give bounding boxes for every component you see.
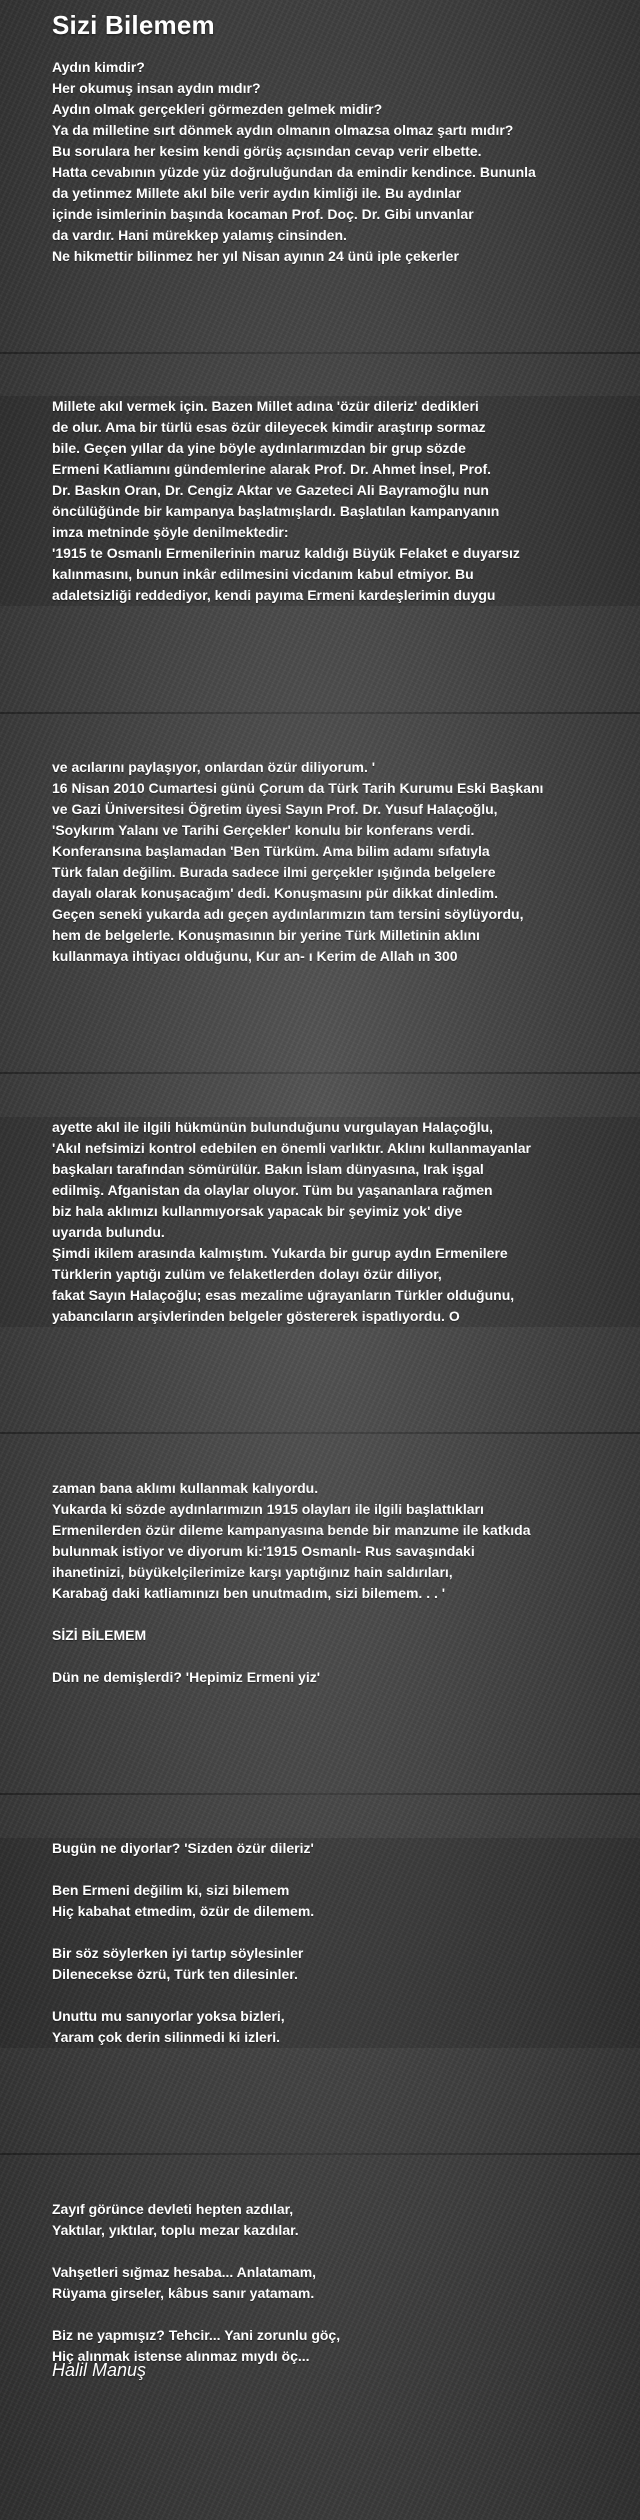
section-divider xyxy=(0,1072,640,1074)
blank-line xyxy=(52,2241,640,2262)
text-line: başkaları tarafından sömürülür. Bakın İslam dünyasına, Irak işgal xyxy=(52,1161,484,1177)
text-line: Zayıf görünce devleti hepten azdılar, xyxy=(52,2201,294,2217)
section-divider xyxy=(0,1793,640,1795)
text-line: Türklerin yaptığı zulüm ve felaketlerden dolayı özür diliyor, xyxy=(52,1266,442,1282)
text-section-6 xyxy=(0,1838,640,2048)
text-line: Bu sorulara her kesim kendi görüş açısından cevap verir elbette. xyxy=(52,143,482,159)
text-line: adaletsizliği reddediyor, kendi payıma Ermeni kardeşlerimin duygu xyxy=(52,587,496,603)
text-line: bulunmak istiyor ve diyorum ki:'1915 Osmanlı- Rus savaşındaki xyxy=(52,1543,475,1559)
text-line: hem de belgelerle. Konuşmasının bir yerine Türk Milletinin aklını xyxy=(52,927,480,943)
text-section-1 xyxy=(0,57,640,267)
blank-line xyxy=(52,1985,640,2006)
text-line: da vardır. Hani mürekkep yalamış cinsinden. xyxy=(52,227,347,243)
text-line: kullanmaya ihtiyacı olduğunu, Kur an- ı Kerim de Allah ın 300 xyxy=(52,948,458,964)
text-line: Aydın kimdir? xyxy=(52,59,145,75)
text-line: biz hala aklımızı kullanmıyorsak yapacak bir şeyimiz yok' diye xyxy=(52,1203,463,1219)
blank-line xyxy=(52,1604,640,1625)
text-line: Rüyama girseler, kâbus sanır yatamam. xyxy=(52,2285,315,2301)
text-line: 16 Nisan 2010 Cumartesi günü Çorum da Türk Tarih Kurumu Eski Başkanı xyxy=(52,780,544,796)
text-line: Hatta cevabının yüzde yüz doğruluğundan da emindir kendince. Bununla xyxy=(52,164,536,180)
text-line: uyarıda bulundu. xyxy=(52,1224,165,1240)
text-line: fakat Sayın Halaçoğlu; esas mezalime uğrayanların Türkler olduğunu, xyxy=(52,1287,515,1303)
text-line: Dün ne demişlerdi? 'Hepimiz Ermeni yiz' xyxy=(52,1669,321,1685)
text-line: de olur. Ama bir türlü esas özür dileyecek kimdir araştırıp sormaz xyxy=(52,419,486,435)
text-line: zaman bana aklımı kullanmak kalıyordu. xyxy=(52,1480,319,1496)
text-line: Unuttu mu sanıyorlar yoksa bizleri, xyxy=(52,2008,285,2024)
text-line: da yetinmez Millete akıl bile verir aydın kimliği ile. Bu aydınlar xyxy=(52,185,462,201)
text-line: Türk falan değilim. Burada sadece ilmi gerçekler ışığında belgelere xyxy=(52,864,496,880)
text-line: Dr. Baskın Oran, Dr. Cengiz Aktar ve Gazeteci Ali Bayramoğlu nun xyxy=(52,482,489,498)
text-line: Hiç alınmak istense alınmaz mıydı öç... xyxy=(52,2348,310,2364)
blank-line xyxy=(52,1646,640,1667)
text-line: imza metninde şöyle denilmektedir: xyxy=(52,524,289,540)
text-line: Ne hikmettir bilinmez her yıl Nisan ayının 24 ünü iple çekerler xyxy=(52,248,459,264)
text-section-2 xyxy=(0,396,640,606)
text-line: Aydın olmak gerçekleri görmezden gelmek midir? xyxy=(52,101,383,117)
text-line: Bugün ne diyorlar? 'Sizden özür dileriz' xyxy=(52,1840,314,1856)
text-line: Geçen seneki yukarda adı geçen aydınlarımızın tam tersini söylüyordu, xyxy=(52,906,524,922)
text-line: Karabağ daki katliamınızı ben unutmadım, sizi bilemem. . . ' xyxy=(52,1585,446,1601)
section-divider xyxy=(0,352,640,354)
text-section-3 xyxy=(0,757,640,967)
section-divider xyxy=(0,712,640,714)
text-line: ve acılarını paylaşıyor, onlardan özür diliyorum. ' xyxy=(52,759,376,775)
text-line: ihanetinizi, büyükelçilerimize karşı yaptığınız hain saldırıları, xyxy=(52,1564,453,1580)
text-line: bile. Geçen yıllar da yine böyle aydınlarımızdan bir grup sözde xyxy=(52,440,466,456)
text-line: Biz ne yapmışız? Tehcir... Yani zorunlu göç, xyxy=(52,2327,341,2343)
text-line: yabancıların arşivlerinden belgeler göstererek ispatlıyordu. O xyxy=(52,1308,460,1324)
text-line: Ben Ermeni değilim ki, sizi bilemem xyxy=(52,1882,290,1898)
blank-line xyxy=(52,2304,640,2325)
text-line: Hiç kabahat etmedim, özür de dilemem. xyxy=(52,1903,315,1919)
text-line: Dilenecekse özrü, Türk ten dilesinler. xyxy=(52,1966,298,1982)
text-line: Konferansına başlamadan 'Ben Türküm. Ama bilim adamı sıfatıyla xyxy=(52,843,490,859)
author-name: Halil Manuş xyxy=(52,2360,147,2380)
text-section-4 xyxy=(0,1117,640,1327)
text-line: '1915 te Osmanlı Ermenilerinin maruz kaldığı Büyük Felaket e duyarsız xyxy=(52,545,520,561)
text-line: Yaktılar, yıktılar, toplu mezar kazdılar. xyxy=(52,2222,299,2238)
text-line: Yukarda ki sözde aydınlarımızın 1915 olayları ile ilgili başlattıkları xyxy=(52,1501,484,1517)
text-line: ayette akıl ile ilgili hükmünün bulunduğunu vurgulayan Halaçoğlu, xyxy=(52,1119,494,1135)
text-line: edilmiş. Afganistan da olaylar oluyor. Tüm bu yaşananlara rağmen xyxy=(52,1182,493,1198)
text-line: Ermeni Katliamını gündemlerine alarak Prof. Dr. Ahmet İnsel, Prof. xyxy=(52,461,492,477)
text-line: dayalı olarak konuşacağım' dedi. Konuşmasını pür dikkat dinledim. xyxy=(52,885,499,901)
text-line: Vahşetleri sığmaz hesaba... Anlatamam, xyxy=(52,2264,317,2280)
text-section-5 xyxy=(0,1478,640,1688)
poem-title: Sizi Bilemem xyxy=(52,10,215,40)
text-line: 'Akıl nefsimizi kontrol edebilen en önemli varlıktır. Aklını kullanmayanlar xyxy=(52,1140,531,1156)
text-line: Ya da milletine sırt dönmek aydın olmanın olmazsa olmaz şartı mıdır? xyxy=(52,122,514,138)
text-section-7 xyxy=(0,2199,640,2367)
text-line: 'Soykırım Yalanı ve Tarihi Gerçekler' konulu bir konferans verdi. xyxy=(52,822,475,838)
blank-line xyxy=(52,1922,640,1943)
text-line: öncülüğünde bir kampanya başlatmışlardı. Başlatılan kampanyanın xyxy=(52,503,500,519)
text-line: SİZİ BİLEMEM xyxy=(52,1627,147,1643)
blank-line xyxy=(52,1859,640,1880)
text-line: Her okumuş insan aydın mıdır? xyxy=(52,80,261,96)
section-divider xyxy=(0,1432,640,1434)
text-line: Yaram çok derin silinmedi ki izleri. xyxy=(52,2029,280,2045)
text-line: içinde isimlerinin başında kocaman Prof. Doç. Dr. Gibi unvanlar xyxy=(52,206,474,222)
text-line: Bir söz söylerken iyi tartıp söylesinler xyxy=(52,1945,304,1961)
text-line: Ermenilerden özür dileme kampanyasına bende bir manzume ile katkıda xyxy=(52,1522,531,1538)
text-line: kalınmasını, bunun inkâr edilmesini vicdanım kabul etmiyor. Bu xyxy=(52,566,474,582)
text-line: Millete akıl vermek için. Bazen Millet adına 'özür dileriz' dedikleri xyxy=(52,398,479,414)
text-line: ve Gazi Üniversitesi Öğretim üyesi Sayın Prof. Dr. Yusuf Halaçoğlu, xyxy=(52,801,498,817)
text-line: Şimdi ikilem arasında kalmıştım. Yukarda bir gurup aydın Ermenilere xyxy=(52,1245,508,1261)
section-divider xyxy=(0,2153,640,2155)
